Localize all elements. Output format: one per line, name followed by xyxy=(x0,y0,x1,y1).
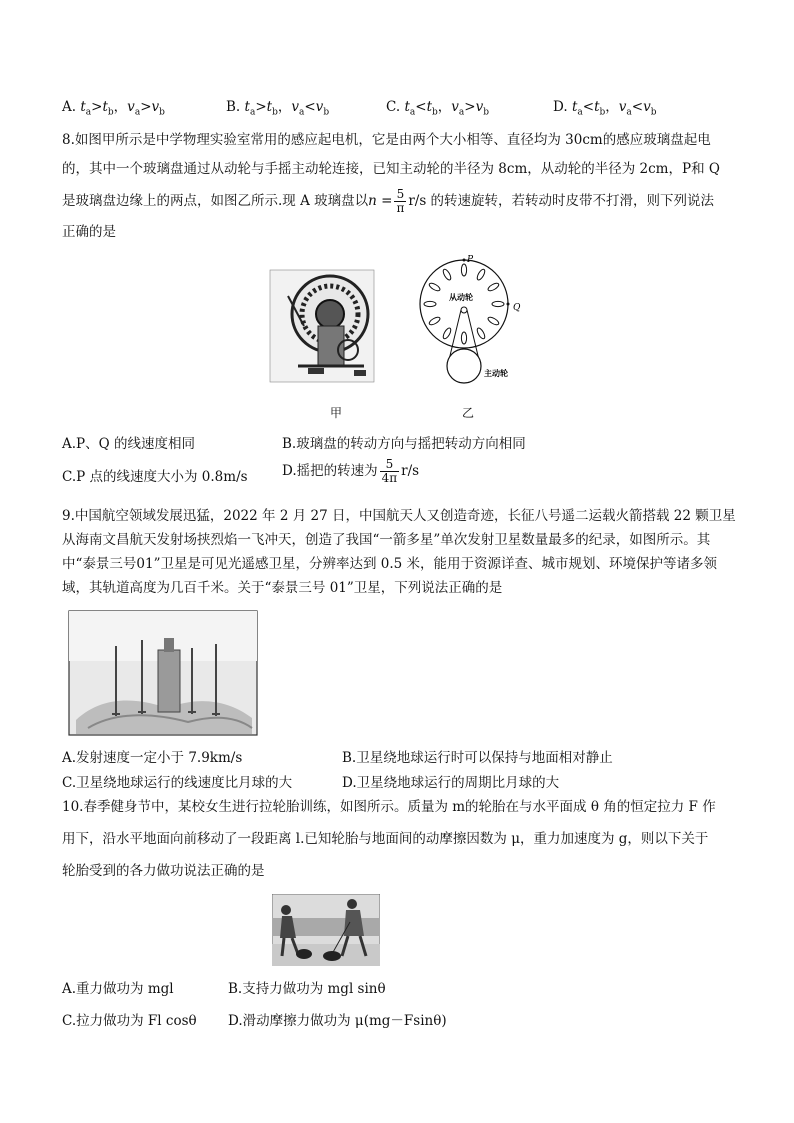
induction-machine-figure xyxy=(268,266,378,386)
tire-pulling-photo xyxy=(272,894,380,966)
disc-sector-mark xyxy=(428,282,441,293)
q10-option-b: B.支持力做功为 mgl sinθ xyxy=(228,981,386,997)
q8-stem-line-2: 的，其中一个玻璃盘通过从动轮与手摇主动轮连接，已知主动轮的半径为 8cm，从动轮的半径为 2cm，P和 Q xyxy=(62,161,720,177)
disc-sector-mark xyxy=(492,301,504,306)
q10-stem-line-2: 用下，沿水平地面向前移动了一段距离 l.已知轮胎与地面间的动摩擦因数为 μ，重力加速度为 g，则以下关于 xyxy=(62,831,709,847)
q8-stem-line-3: 是玻璃盘边缘上的两点，如图乙所示.现 A 玻璃盘以n = $\frac{5}{\pi}$ r/s 的转速旋转，若转动时皮带不打滑，则下列说法 xyxy=(62,187,715,215)
q7-option-a: A. $t_a>t_b$，$v_a>v_b$ xyxy=(62,99,165,118)
disc-sector-mark xyxy=(461,332,466,344)
q8-crank-fraction: $\frac{5}{4\pi}$ xyxy=(381,457,398,485)
disc-sector-mark xyxy=(442,268,453,281)
q8-option-b: B.玻璃盘的转动方向与摇把转动方向相同 xyxy=(282,436,526,452)
figure-jia-label: 甲 xyxy=(330,406,343,420)
q9-option-d: D.卫星绕地球运行的周期比月球的大 xyxy=(342,775,560,791)
disc-sector-mark xyxy=(424,301,436,306)
disc-sector-mark xyxy=(487,282,500,293)
label-p: P xyxy=(467,255,474,265)
disc-sector-mark xyxy=(442,327,453,340)
q9-stem-line-3: 中“泰景三号01”卫星是可见光遥感卫星，分辨率达到 0.5 米，能用于资源详查、城市规划、环境保护等诸多领 xyxy=(62,556,718,572)
disc-sector-mark xyxy=(487,316,500,327)
q9-option-b: B.卫星绕地球运行时可以保持与地面相对静止 xyxy=(342,750,613,766)
q9-option-a: A.发射速度一定小于 7.9km/s xyxy=(62,750,243,766)
q10-option-d: D.滑动摩擦力做功为 μ(mg－Fsinθ) xyxy=(228,1013,447,1029)
q9-stem-line-2: 从海南文昌航天发射场挟烈焰一飞冲天，创造了我国“一箭多星”单次发射卫星数量最多的纪录，如图所示。其 xyxy=(62,532,711,548)
disc-sector-mark xyxy=(476,268,487,281)
q9-stem-line-1: 9.中国航空领域发展迅猛，2022 年 2 月 27 日，中国航天人又创造奇迹，长征八号遥二运载火箭搭载 22 颗卫星 xyxy=(62,508,736,524)
q8-stem-line-4: 正确的是 xyxy=(62,224,116,240)
figure-yi-label: 乙 xyxy=(462,406,475,420)
q10-stem-line-1: 10.春季健身节中，某校女生进行拉轮胎训练，如图所示。质量为 m的轮胎在与水平面成 θ 角的恒定拉力 F 作 xyxy=(62,799,716,815)
label-q: Q xyxy=(513,303,521,313)
q9-stem-line-4: 域，其轨道高度为几百千米。关于“泰景三号 01”卫星，下列说法正确的是 xyxy=(62,580,503,596)
q7-option-c: C. $t_a<t_b$，$v_a>v_b$ xyxy=(386,99,489,118)
q8-option-a: A.P、Q 的线速度相同 xyxy=(62,436,195,452)
q10-option-a: A.重力做功为 mgl xyxy=(62,981,174,997)
q7-option-d: D. $t_a<t_b$，$v_a<v_b$ xyxy=(553,99,657,118)
rocket-launch-photo xyxy=(68,610,258,736)
disc-diagram-figure xyxy=(414,252,524,390)
disc-sector-mark xyxy=(461,264,466,276)
q10-option-c: C.拉力做功为 Fl cosθ xyxy=(62,1013,197,1029)
q8-option-d: D.摇把的转速为 $\frac{5}{4\pi}$ r/s xyxy=(282,457,420,485)
disc-sector-mark xyxy=(476,327,487,340)
q7-option-b: B. $t_a>t_b$，$v_a<v_b$ xyxy=(226,99,330,118)
q8-stem-line-1: 8.如图甲所示是中学物理实验室常用的感应起电机，它是由两个大小相等、直径均为 30cm的感应玻璃盘起电 xyxy=(62,132,711,148)
disc-sector-mark xyxy=(428,316,441,327)
q9-option-c: C.卫星绕地球运行的线速度比月球的大 xyxy=(62,775,293,791)
q8-option-c: C.P 点的线速度大小为 0.8m/s xyxy=(62,469,248,485)
q8-speed-fraction: $\frac{5}{\pi}$ xyxy=(396,187,405,215)
q10-stem-line-3: 轮胎受到的各力做功说法正确的是 xyxy=(62,863,265,879)
label-driven-wheel: 从动轮 xyxy=(449,293,473,302)
label-driving-wheel: 主动轮 xyxy=(484,369,508,378)
